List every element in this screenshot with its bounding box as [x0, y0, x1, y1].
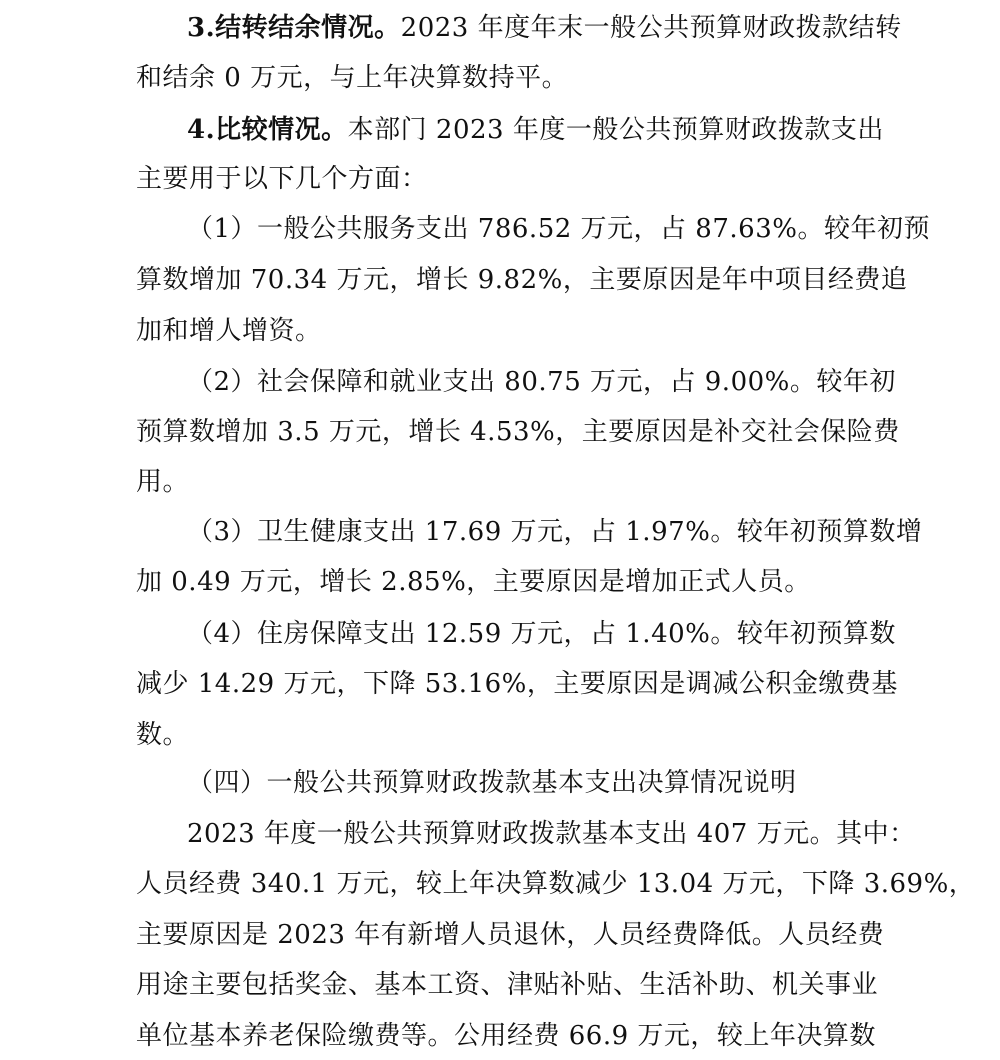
paragraph-line: 人员经费 340.1 万元，较上年决算数减少 13.04 万元，下降 3.69%，: [136, 869, 976, 899]
paragraph-line: 数。: [136, 720, 190, 750]
paragraph-line: 算数增加 70.34 万元，增长 9.82%，主要原因是年中项目经费追: [136, 265, 908, 295]
paragraph-line: 加和增人增资。: [136, 316, 322, 346]
section-lead: 3.结转结余情况。: [187, 13, 401, 43]
paragraph-line: （4）住房保障支出 12.59 万元，占 1.40%。较年初预算数: [187, 619, 896, 649]
paragraph-line: 和结余 0 万元，与上年决算数持平。: [136, 63, 569, 93]
paragraph-line: 减少 14.29 万元，下降 53.16%，主要原因是调减公积金缴费基: [136, 669, 898, 699]
paragraph-line: 主要原因是 2023 年有新增人员退休，人员经费降低。人员经费: [136, 920, 885, 950]
paragraph-line: [187, 12, 902, 44]
paragraph-text: 2023 年度年末一般公共预算财政拨款结转: [400, 13, 902, 43]
paragraph-line: 用。: [136, 467, 190, 497]
paragraph-text: 本部门 2023 年度一般公共预算财政拨款支出: [347, 115, 884, 145]
paragraph-line: （2）社会保障和就业支出 80.75 万元，占 9.00%。较年初: [187, 367, 896, 397]
paragraph-line: 2023 年度一般公共预算财政拨款基本支出 407 万元。其中：: [187, 819, 916, 849]
paragraph-line: （3）卫生健康支出 17.69 万元，占 1.97%。较年初预算数增: [187, 517, 923, 547]
paragraph-line: 主要用于以下几个方面：: [136, 164, 428, 194]
paragraph-line: [187, 114, 884, 146]
section-lead: 4.比较情况。: [187, 115, 348, 145]
paragraph-line: 用途主要包括奖金、基本工资、津贴补贴、生活补助、机关事业: [136, 970, 879, 1000]
paragraph-line: 加 0.49 万元，增长 2.85%，主要原因是增加正式人员。: [136, 567, 811, 597]
paragraph-line: 预算数增加 3.5 万元，增长 4.53%，主要原因是补交社会保险费: [136, 417, 900, 447]
paragraph-line: 单位基本养老保险缴费等。公用经费 66.9 万元，较上年决算数: [136, 1021, 876, 1051]
paragraph-line: （1）一般公共服务支出 786.52 万元，占 87.63%。较年初预: [187, 214, 930, 244]
section-heading: （四）一般公共预算财政拨款基本支出决算情况说明: [187, 768, 797, 798]
